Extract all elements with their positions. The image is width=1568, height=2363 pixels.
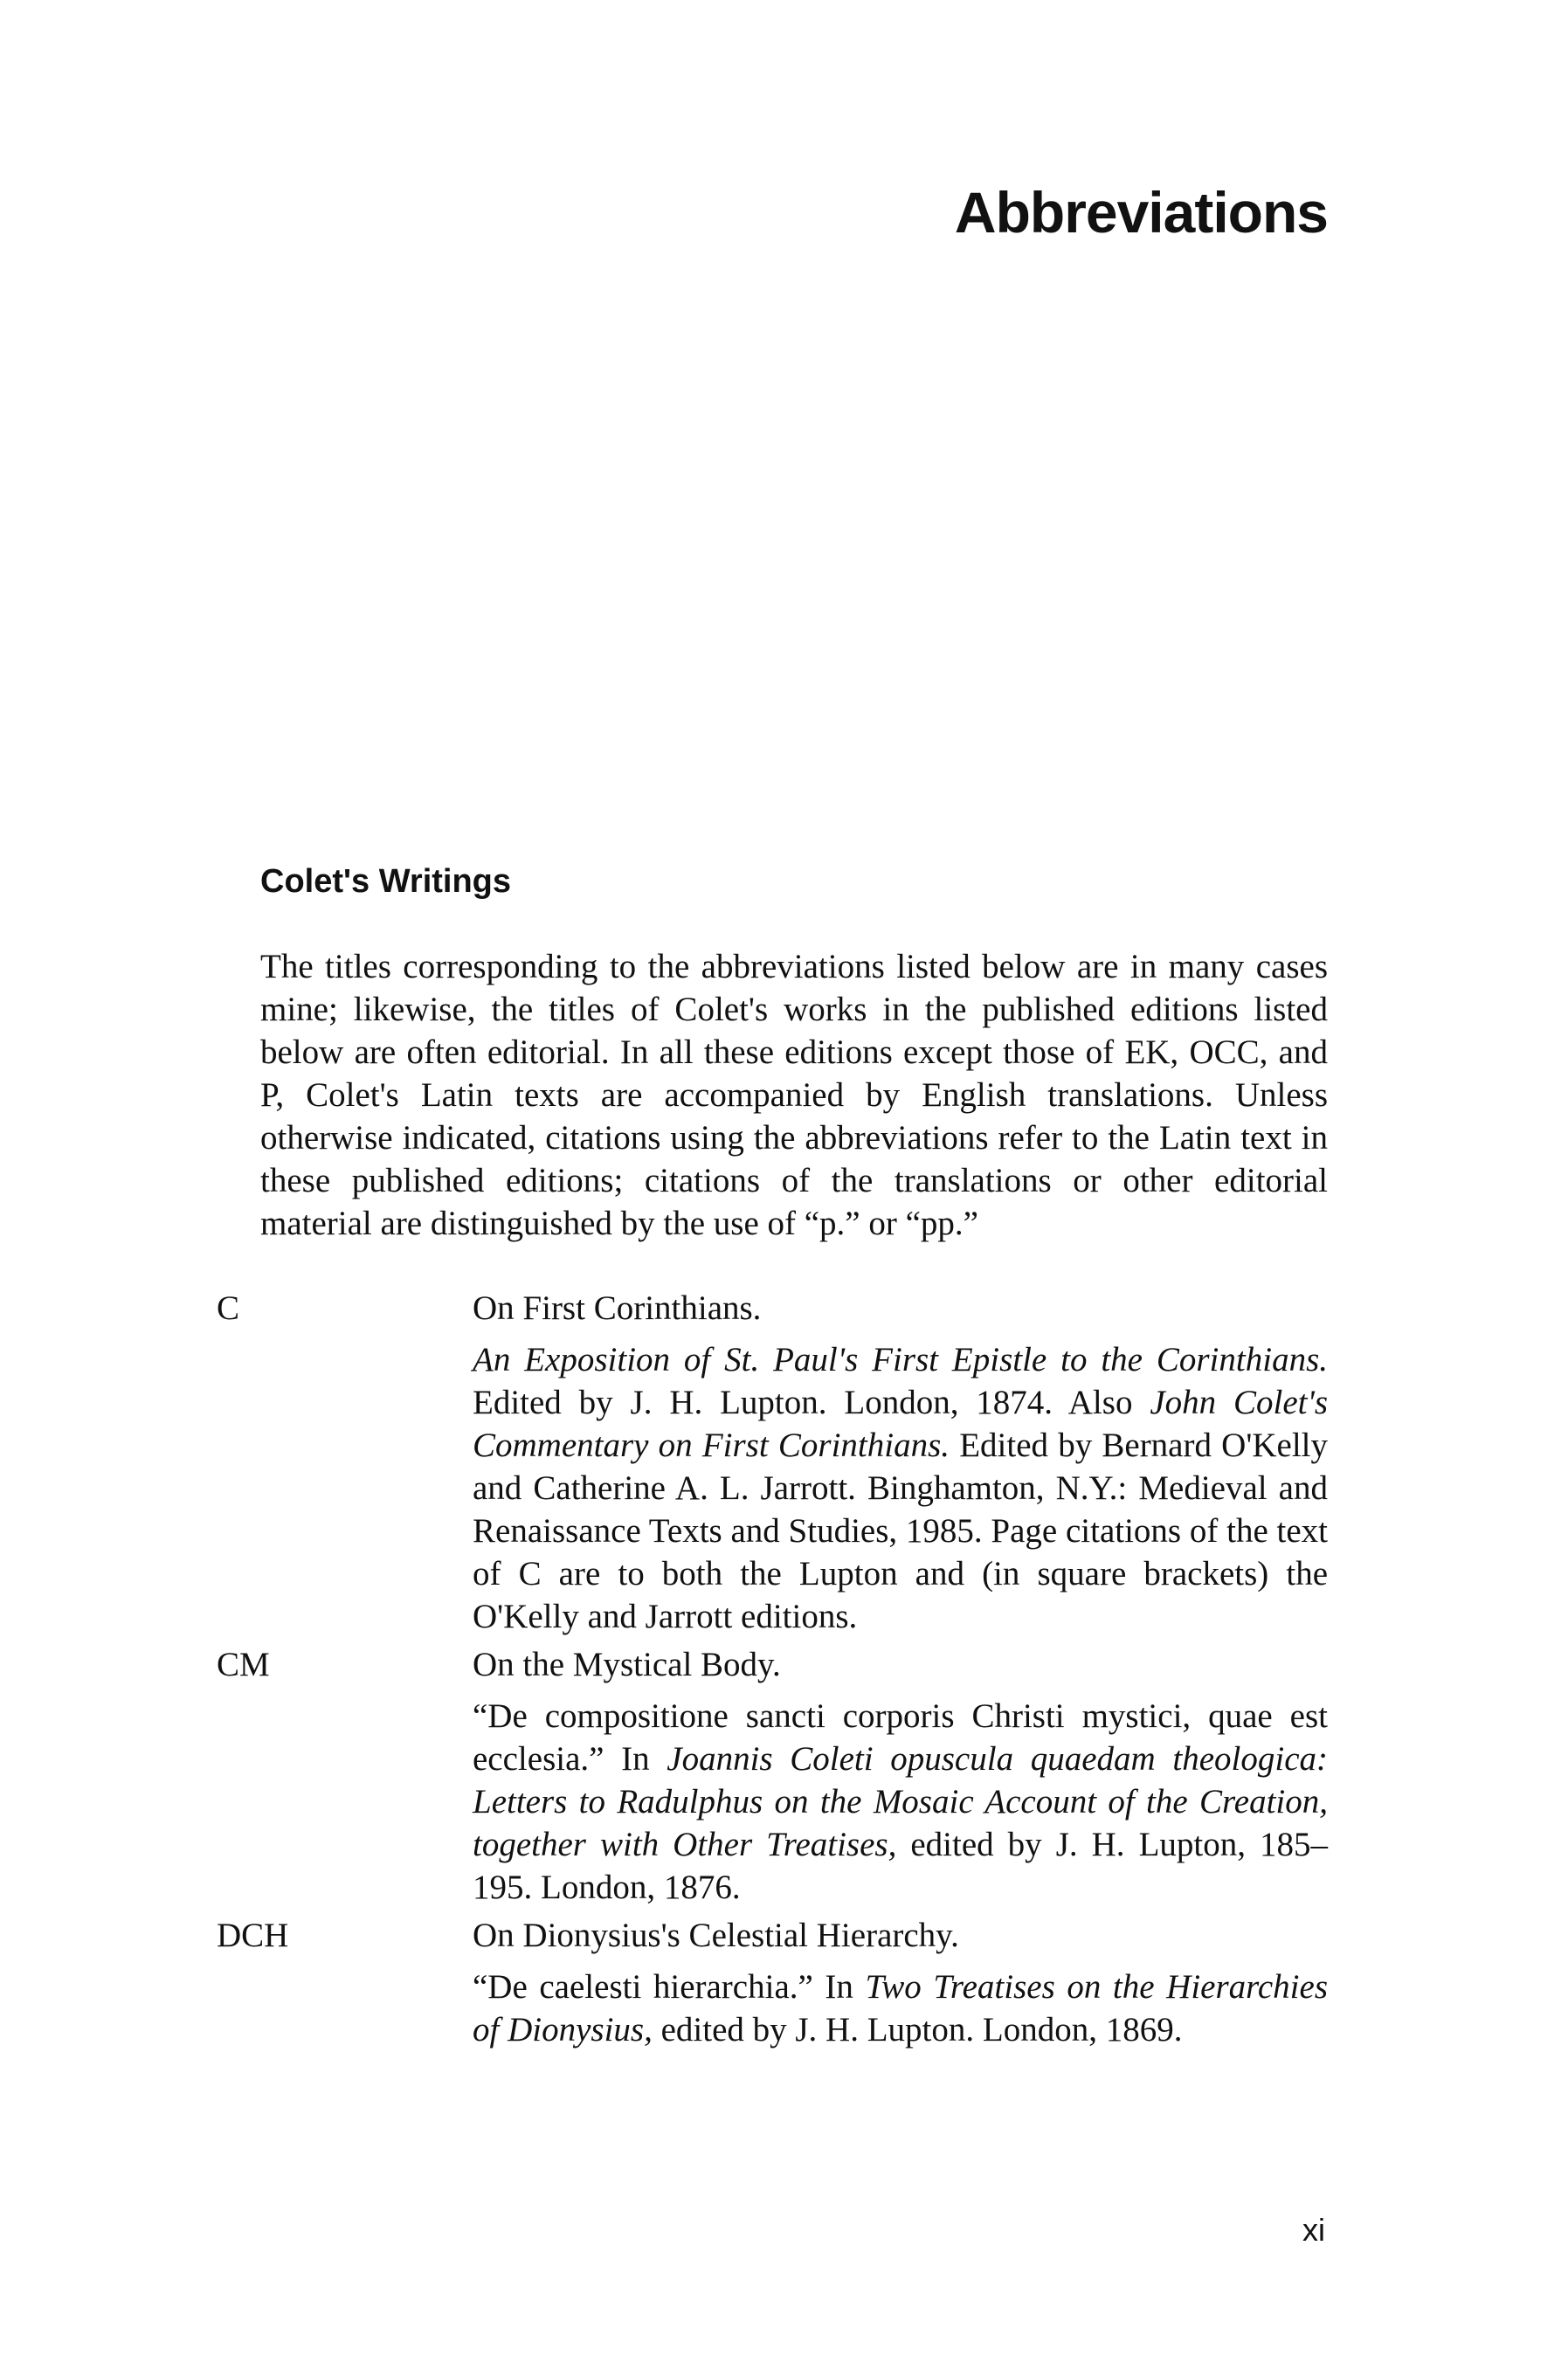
abbreviation-title: On First Corinthians. [473, 1289, 762, 1327]
abbreviation-list [217, 1287, 1328, 2056]
description-text: edited by J. H. Lupton, 185–195. London, 1876. [473, 1826, 1328, 1906]
description-text: Edited by J. H. Lupton. London, 1874. Also [473, 1384, 1150, 1421]
abbreviation-title: On the Mystical Body. [473, 1646, 781, 1683]
abbreviation-code: DCH [217, 1917, 289, 1954]
abbreviation-code: CM [217, 1646, 270, 1683]
abbreviation-code: C [217, 1289, 240, 1327]
description-text: Edited by Bernard O'Kelly and Catherine A. L. Jarrott. Binghamton, N.Y.: Medieval and Renaissance Texts and Studies, 1985. Page citations of the text of C are to both the Lupton and (in square brackets) the O'Kelly and Jarrott editions. [473, 1427, 1329, 1635]
description-text: edited by J. H. Lupton. London, 1869. [652, 2011, 1183, 2049]
abbreviation-description [473, 1695, 1328, 1909]
abbreviation-description [473, 1966, 1328, 2051]
page-number: xi [1302, 2212, 1325, 2248]
abbreviation-body [473, 1287, 1328, 1643]
abbreviation-title: On Dionysius's Celestial Hierarchy. [473, 1917, 959, 1954]
section-title: Colet's Writings [260, 863, 512, 900]
abbreviation-body [473, 1914, 1328, 2056]
intro-paragraph: The titles corresponding to the abbreviations listed below are in many cases mine; likewise, the titles of Colet's works in the published editions listed below are often editorial. In all these editions except those of EK, OCC, and P, Colet's Latin texts are accompanied by English translations. Unless otherwise indicated, citations using the abbreviations refer to the Latin text in these published editions; citations of the translations or other editorial material are distinguished by the use of “p.” or “pp.” [260, 948, 1328, 1242]
abbreviation-entry [217, 1914, 1328, 2056]
italic-title-text: Joannis Coleti opuscula quaedam theologica: Letters to Radulphus on the Mosaic Account of the Creation, together with Other Treatises, [473, 1740, 1328, 1863]
italic-title-text: An Exposition of St. Paul's First Epistle to the Corinthians. [473, 1341, 1328, 1378]
abbreviation-entry [217, 1287, 1328, 1643]
page-title: Abbreviations [954, 180, 1328, 245]
abbreviation-entry [217, 1643, 1328, 1914]
italic-title-text: John Colet's Commentary on First Corinthians. [473, 1384, 1328, 1464]
abbreviation-body [473, 1643, 1328, 1914]
description-text: “De compositione sancti corporis Christi mystici, quae est ecclesia.” In [473, 1697, 1328, 1778]
abbreviation-description [473, 1338, 1328, 1638]
italic-title-text: Two Treatises on the Hierarchies of Dionysius, [473, 1968, 1328, 2049]
description-text: “De caelesti hierarchia.” In [473, 1968, 866, 2006]
